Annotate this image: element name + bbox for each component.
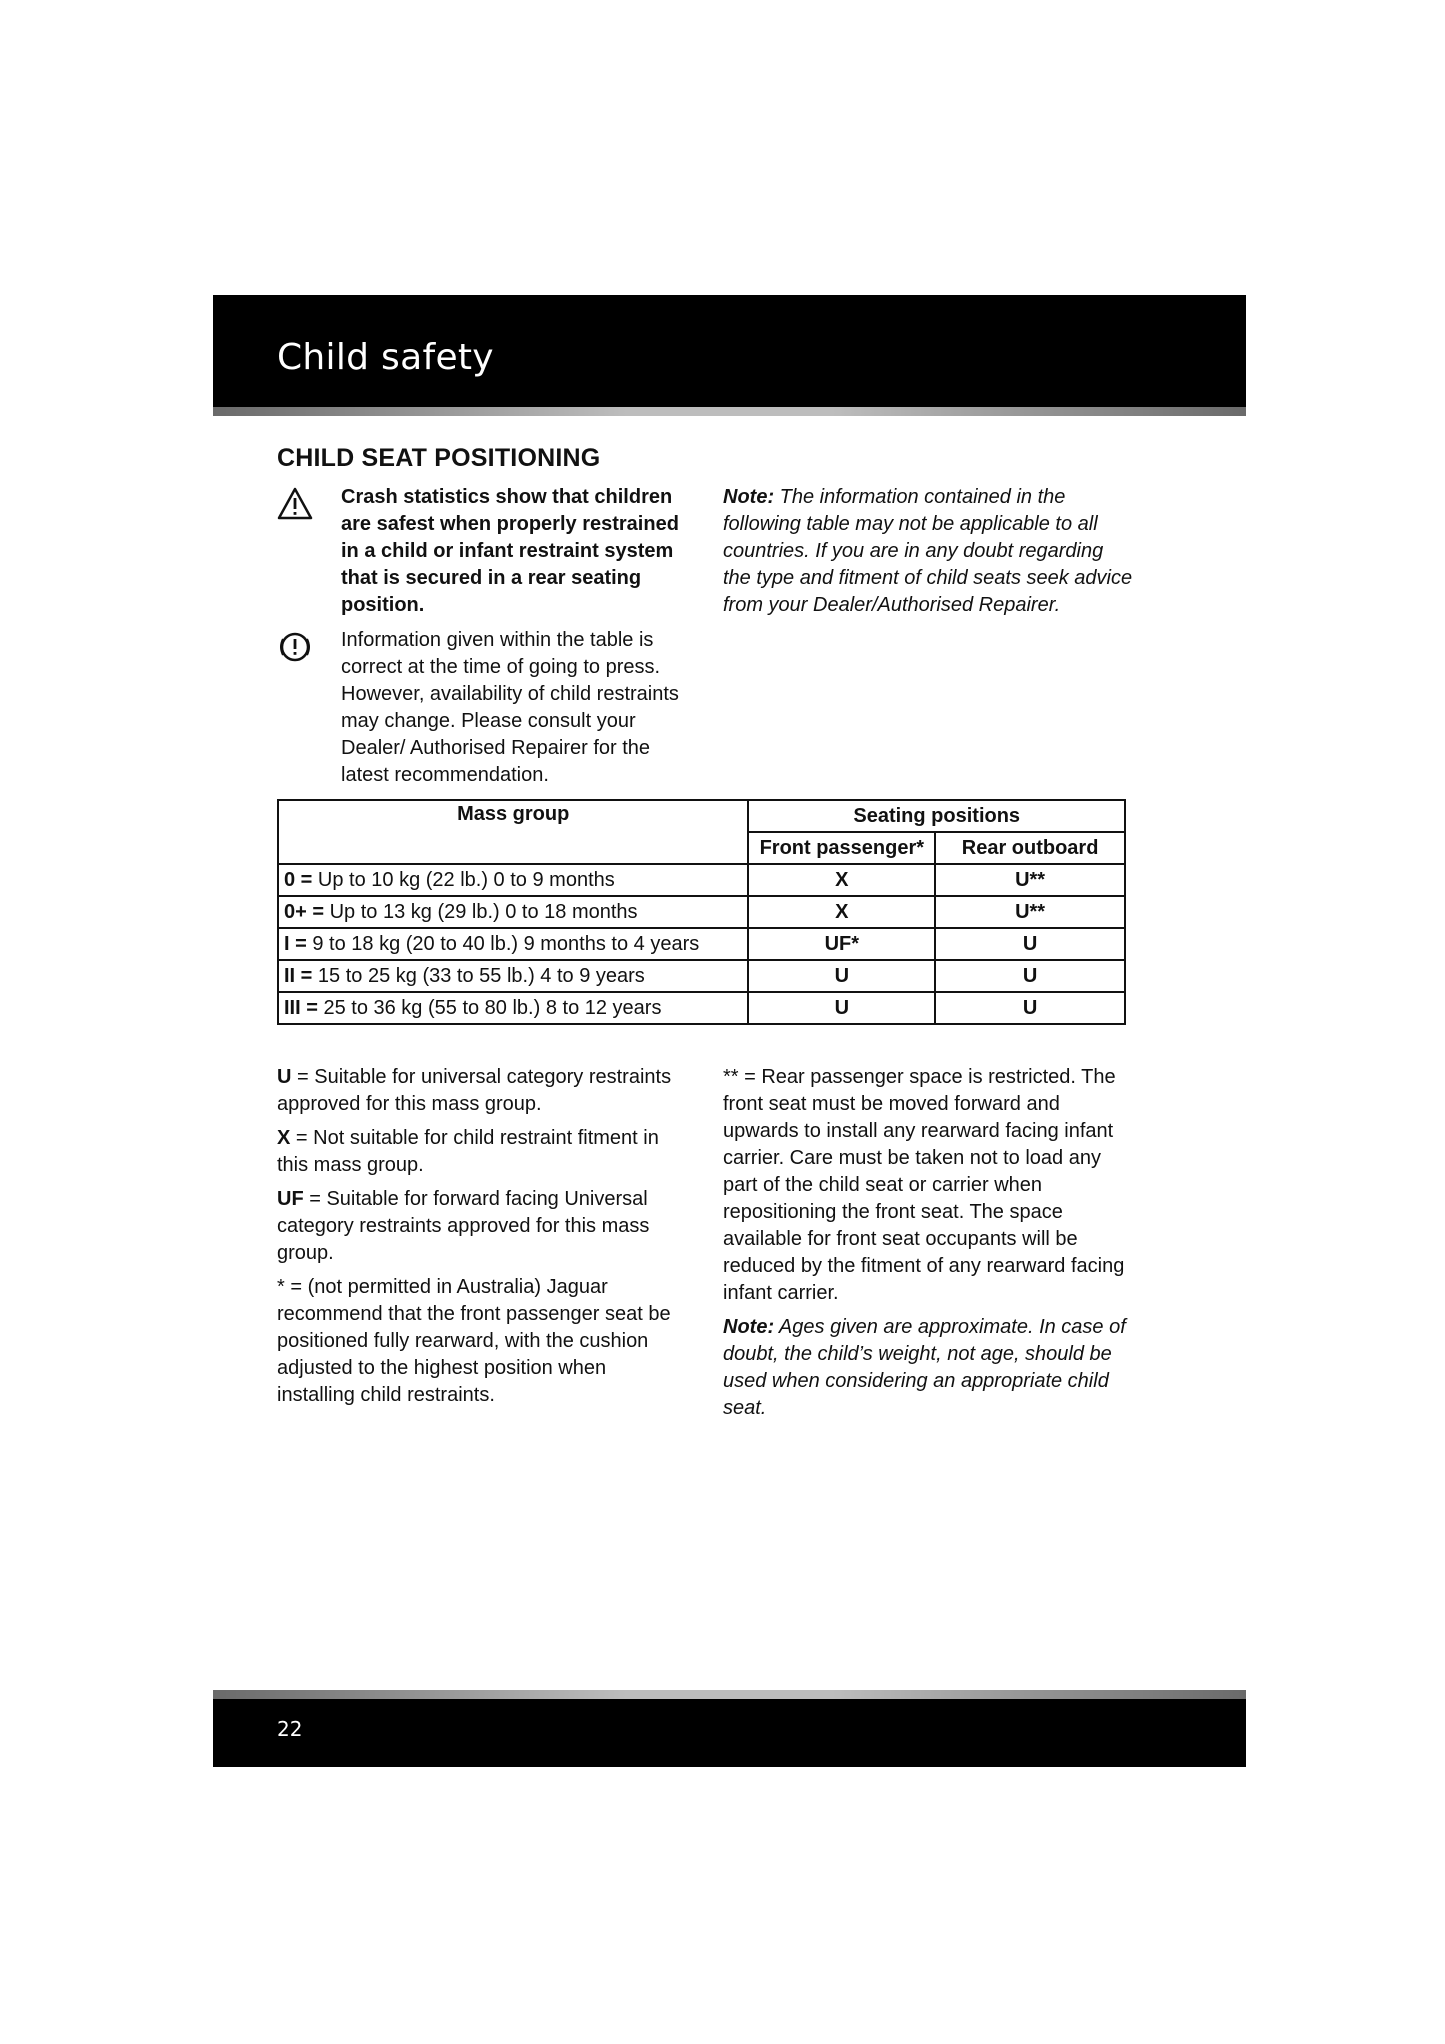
caution-text: Information given within the table is correct at the time of going to press. However, availability of child restraints may change. Please consult your Dealer/ Authorised Repairer for the latest recommendation. — [341, 629, 679, 786]
group-desc: Up to 13 kg (29 lb.) 0 to 18 months — [324, 900, 638, 923]
header-seating-positions: Seating positions — [748, 800, 1125, 832]
footer-divider — [213, 1690, 1246, 1699]
warning-triangle-icon — [277, 486, 313, 522]
rear-cell: U — [935, 928, 1125, 960]
front-cell: UF* — [748, 928, 935, 960]
definitions-right — [723, 1064, 1133, 1429]
group-desc: Up to 10 kg (22 lb.) 0 to 9 months — [312, 868, 615, 891]
definitions-left — [277, 1064, 687, 1416]
def-u-key: U — [277, 1066, 292, 1088]
note-text: The information contained in the following table may not be applicable to all countries. If you are in any doubt regarding the type and fitment of child seats seek advice from your Dealer/Authorised Repairer. — [723, 486, 1133, 616]
warnings-column — [277, 484, 687, 797]
warning-text: Crash statistics show that children are safest when properly restrained in a child or infant restraint system that is secured in a rear seating position. — [341, 486, 679, 616]
page-header — [213, 295, 1246, 407]
mass-group-cell — [278, 960, 748, 992]
age-note — [723, 1314, 1133, 1422]
group-code: II = — [284, 964, 313, 987]
def-uf — [277, 1186, 687, 1267]
note-label: Note: — [723, 486, 775, 508]
rear-cell: U** — [935, 864, 1125, 896]
mass-group-cell — [278, 928, 748, 960]
mass-group-cell — [278, 864, 748, 896]
mass-group-cell — [278, 992, 748, 1024]
def-x — [277, 1125, 687, 1179]
caution-notice — [277, 627, 687, 789]
rear-cell: U — [935, 960, 1125, 992]
table-row — [278, 864, 1125, 896]
section-title: CHILD SEAT POSITIONING — [277, 444, 601, 472]
def-double-star: ** = Rear passenger space is restricted. The front seat must be moved forward and upwards to install any rearward facing infant carrier. Care must be taken not to load any part of the child seat or carrier when repositioning the front seat. The space available for front seat occupants will be reduced by the fitment of any rearward facing infant carrier. — [723, 1066, 1125, 1304]
def-uf-key: UF — [277, 1188, 304, 1210]
warning-notice — [277, 484, 687, 619]
group-desc: 9 to 18 kg (20 to 40 lb.) 9 months to 4 years — [306, 932, 700, 955]
table-row — [278, 992, 1125, 1024]
page-title: Child safety — [277, 337, 494, 378]
def-u — [277, 1064, 687, 1118]
page-footer — [213, 1699, 1246, 1767]
group-code: 0 = — [284, 868, 313, 891]
group-code: 0+ = — [284, 900, 325, 923]
mass-group-cell — [278, 896, 748, 928]
front-cell: U — [748, 960, 935, 992]
group-code: I = — [284, 932, 307, 955]
def-x-text: = Not suitable for child restraint fitment in this mass group. — [277, 1127, 659, 1176]
table-row — [278, 896, 1125, 928]
age-note-label: Note: — [723, 1316, 775, 1338]
note-column — [723, 484, 1133, 619]
group-code: III = — [284, 996, 318, 1019]
header-divider — [213, 407, 1246, 416]
header-front-passenger: Front passenger* — [748, 832, 935, 864]
header-mass-group: Mass group — [278, 800, 748, 864]
front-cell: U — [748, 992, 935, 1024]
table-header-row — [278, 800, 1125, 832]
table-row — [278, 960, 1125, 992]
def-uf-text: = Suitable for forward facing Universal category restraints approved for this mass group. — [277, 1188, 650, 1264]
page-number: 22 — [277, 1717, 303, 1741]
def-star: * = (not permitted in Australia) Jaguar recommend that the front passenger seat be positioned fully rearward, with the cushion adjusted to the highest position when installing child restraints. — [277, 1276, 671, 1406]
group-desc: 15 to 25 kg (33 to 55 lb.) 4 to 9 years — [312, 964, 645, 987]
table-row — [278, 928, 1125, 960]
child-seat-table — [277, 799, 1126, 1025]
group-desc: 25 to 36 kg (55 to 80 lb.) 8 to 12 years — [317, 996, 662, 1019]
def-u-text: = Suitable for universal category restraints approved for this mass group. — [277, 1066, 672, 1115]
rear-cell: U** — [935, 896, 1125, 928]
header-rear-outboard: Rear outboard — [935, 832, 1125, 864]
rear-cell: U — [935, 992, 1125, 1024]
age-note-text: Ages given are approximate. In case of doubt, the child’s weight, not age, should be used when considering an appropriate child seat. — [723, 1316, 1126, 1419]
front-cell: X — [748, 896, 935, 928]
front-cell: X — [748, 864, 935, 896]
caution-exclamation-icon — [277, 629, 313, 665]
def-x-key: X — [277, 1127, 291, 1149]
table-note — [723, 484, 1133, 619]
